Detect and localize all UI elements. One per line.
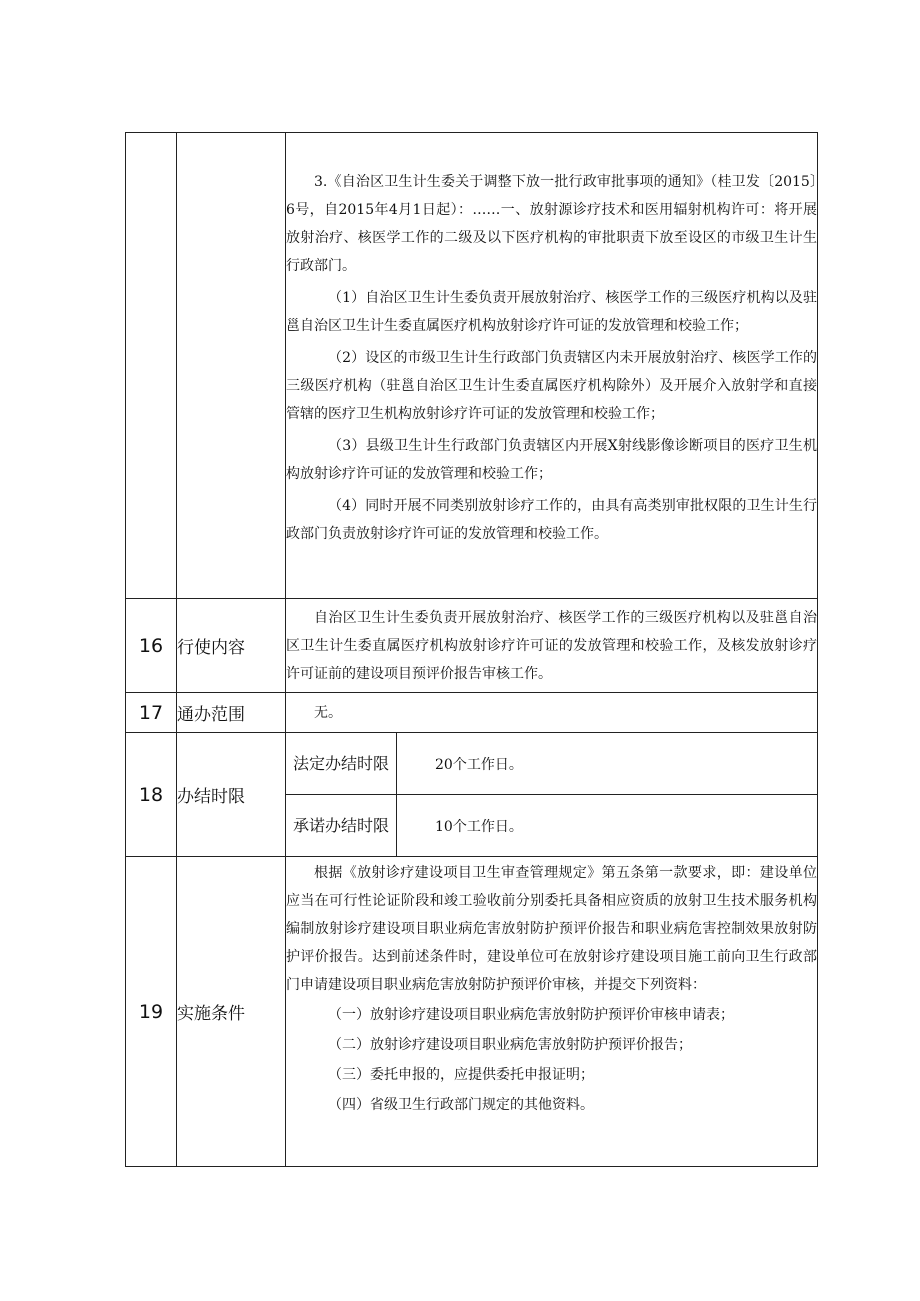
conditions-intro-text: 根据《放射诊疗建设项目卫生审查管理规定》第五条第一款要求，即：建设单位应当在可行性论证阶段和竣工验收前分别委托具备相应资质的放射卫生技术服务机构编制放射诊疗建设项目职业病危害放射防护预评价报告和职业病危害控制效果放射防护评价报告。达到前述条件时，建设单位可在放射诊疗建设项目施工前向卫生行政部门申请建设项目职业病危害放射防护预评价审核，并提交下列资料：	[286, 865, 817, 993]
approval-item-table	[125, 132, 818, 1167]
row-content	[286, 599, 818, 693]
row-number: 18	[126, 733, 177, 857]
legal-time-limit-label: 法定办结时限	[292, 753, 389, 773]
legal-time-limit-label-cell	[286, 733, 397, 795]
row-number: 19	[126, 857, 177, 1167]
row-label: 行使内容	[177, 599, 286, 693]
promise-time-limit-value: 10个工作日。	[435, 818, 523, 835]
promise-time-limit-label-cell	[286, 795, 397, 857]
row-content	[286, 857, 818, 1167]
promise-time-limit-value-cell	[397, 795, 818, 857]
legal-basis-paragraph: （4）同时开展不同类别放射诊疗工作的，由具有高类别审批权限的卫生计生行政部门负责放射诊疗许可证的发放管理和校验工作。	[286, 498, 817, 542]
row-number: 17	[126, 693, 177, 733]
row-label: 通办范围	[177, 693, 286, 733]
legal-basis-content	[286, 133, 818, 599]
conditions-list-item: （三）委托申报的，应提供委托申报证明；	[328, 1067, 594, 1083]
table-row-17	[126, 693, 818, 733]
legal-basis-paragraph: 3.《自治区卫生计生委关于调整下放一批行政审批事项的通知》（桂卫发〔2015〕6号，自2015年4月1日起）：……一、放射源诊疗技术和医用辐射机构许可：将开展放射治疗、核医学工作的二级及以下医疗机构的审批职责下放至设区的市级卫生计生行政部门。	[286, 174, 817, 274]
promise-time-limit-label: 承诺办结时限	[292, 815, 389, 835]
legal-time-limit-value-cell	[397, 733, 818, 795]
conditions-list-item: （四）省级卫生行政部门规定的其他资料。	[328, 1097, 594, 1113]
table-row-18-legal	[126, 733, 818, 795]
row-content	[286, 693, 818, 733]
table-row-19	[126, 857, 818, 1167]
exercise-content-text: 自治区卫生计生委负责开展放射治疗、核医学工作的三级医疗机构以及驻邕自治区卫生计生委直属医疗机构放射诊疗许可证的发放管理和校验工作，及核发放射诊疗许可证前的建设项目预评价报告审核工作。	[286, 609, 817, 682]
legal-basis-paragraph: （3）县级卫生计生行政部门负责辖区内开展X射线影像诊断项目的医疗卫生机构放射诊疗许可证的发放管理和校验工作；	[286, 438, 817, 482]
legal-time-limit-value: 20个工作日。	[435, 756, 523, 773]
table-row-15-continuation	[126, 133, 818, 599]
table-row-16	[126, 599, 818, 693]
row-label-cell-empty	[177, 133, 286, 599]
conditions-list-item: （一）放射诊疗建设项目职业病危害放射防护预评价审核申请表；	[328, 1007, 734, 1023]
service-scope-text: 无。	[314, 704, 342, 721]
legal-basis-paragraph: （2）设区的市级卫生计生行政部门负责辖区内未开展放射治疗、核医学工作的三级医疗机构（驻邕自治区卫生计生委直属医疗机构除外）及开展介入放射学和直接管辖的医疗卫生机构放射诊疗许可证的发放管理和校验工作；	[286, 350, 817, 422]
row-label: 实施条件	[177, 857, 286, 1167]
row-number: 16	[126, 599, 177, 693]
row-number-cell-empty	[126, 133, 177, 599]
row-label: 办结时限	[177, 733, 286, 857]
legal-basis-paragraph: （1）自治区卫生计生委负责开展放射治疗、核医学工作的三级医疗机构以及驻邕自治区卫生计生委直属医疗机构放射诊疗许可证的发放管理和校验工作；	[286, 290, 817, 334]
conditions-list-item: （二）放射诊疗建设项目职业病危害放射防护预评价报告；	[328, 1037, 692, 1053]
